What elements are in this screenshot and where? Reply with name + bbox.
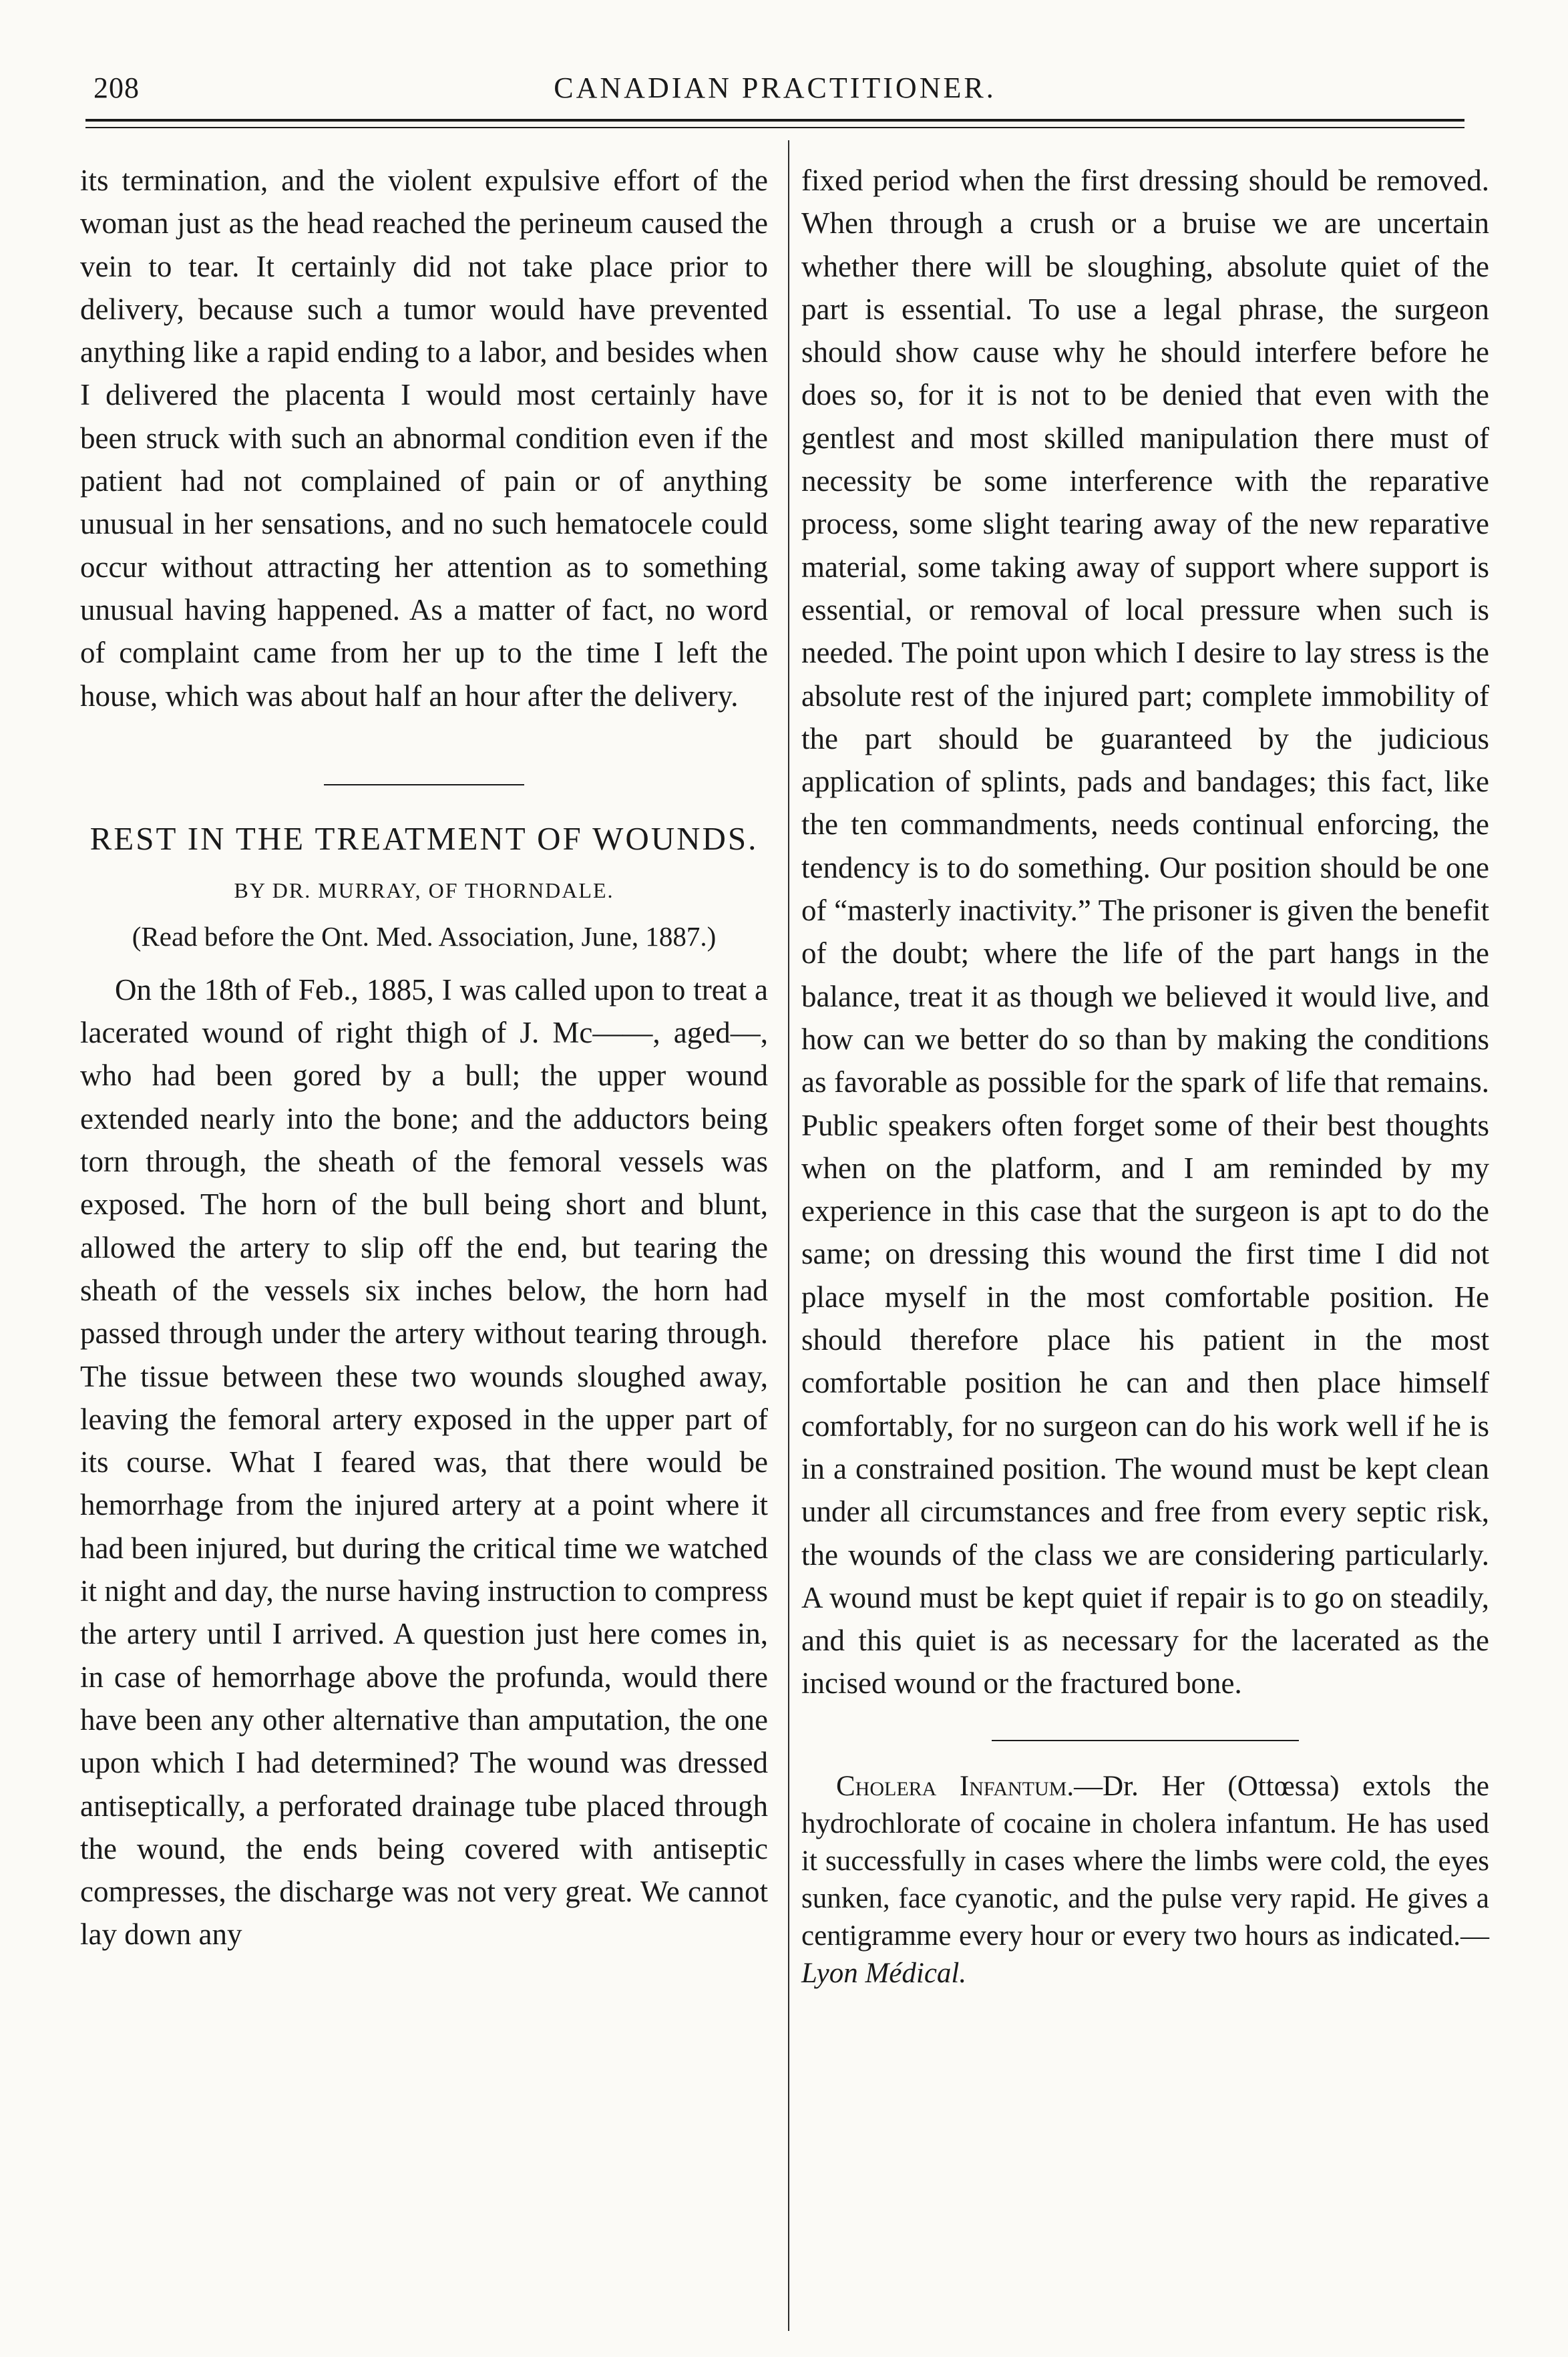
page-number: 208 xyxy=(93,71,140,104)
left-column xyxy=(80,159,768,1956)
article-byline: BY DR. MURRAY, OF THORNDALE. xyxy=(234,878,614,902)
header-rule xyxy=(85,119,1464,122)
spacer xyxy=(80,860,768,874)
header-rule-thin xyxy=(85,127,1464,128)
spacer xyxy=(80,785,768,818)
page-header xyxy=(85,65,1464,112)
news-body: —Dr. Her (Ottœssa) extols the hydrochlorate of cocaine in cholera infantum. He has used it successfully in cases where the limbs were cold, the eyes sunken, face cyanotic, and the pulse very rapid. He gives a centigramme every hour or every two hours as indicated.— xyxy=(801,1770,1489,1952)
article-body-continued: fixed period when the first dressing should be removed. When through a crush or a bruise we are uncertain whether there will be sloughing, absolute quiet of the part is essential. To use a legal phrase, the surgeon should show cause why he should interfere before he does so, for it is not to be denied that even with the gentlest and most skilled manipulation there must of necessity be some interference with the reparative process, some slight tearing away of the new reparative material, some taking away of support where support is essential, or removal of local pressure when such is needed. The point upon which I desire to lay stress is the absolute rest of the injured part; complete immobility of the part should be guaranteed by the judicious application of splints, pads and bandages; this fact, like the ten commandments, needs continual enforcing, the tendency is to do something. Our position should be one of “masterly inactivity.” The prisoner is given the benefit of the doubt; where the life of the part hangs in the balance, treat it as though we believed it would live, and how can we better do so than by making the conditions as favorable as possible for the spark of life that remains. Public speakers often forget some of their best thoughts when on the platform, and I am reminded by my experience in this case that the surgeon is apt to do the same; on dressing this wound the first time I did not place myself in the most comfortable position. He should therefore place his patient in the most comfortable position he can and then place himself comfortably, for no surgeon can do his work well if he is in a constrained position. The wound must be kept clean under all circumstances and free from every septic risk, the wounds of the class we are considering particularly. A wound must be kept quiet if repair is to go on steadily, and this quiet is as necessary for the lacerated as the incised wound or the fractured bone. xyxy=(801,164,1489,1700)
article-body: On the 18th of Feb., 1885, I was called upon to treat a lacerated wound of right thigh of J. Mc——, aged—, who had been gored by a bull; the upper wound extended nearly into the bone; and the adductors being torn through, the sheath of the femoral vessels was exposed. The horn of the bull being short and blunt, allowed the artery to slip off the end, but tearing the sheath of the vessels six inches below, the horn had passed through under the artery without tearing through. The tissue between these two wounds sloughed away, leaving the femoral artery exposed in the upper part of its course. What I feared was, that there would be hemorrhage from the injured artery at a point where it had been injured, but during the critical time we watched it night and day, the nurse having instruction to compress the artery until I arrived. A question just here comes in, in case of hemorrhage above the profunda, would there have been any other alternative than amputation, the one upon which I had determined? The wound was dressed antiseptically, a perforated drainage tube placed through the wound, the ends being covered with antiseptic compresses, the discharge was not very great. We cannot lay down any xyxy=(80,972,768,1952)
spacer xyxy=(80,907,768,916)
spacer xyxy=(801,1705,1489,1740)
column-divider xyxy=(788,140,789,2331)
news-item xyxy=(801,1768,1489,1992)
spacer xyxy=(80,956,768,968)
running-title: CANADIAN PRACTITIONER. xyxy=(554,71,996,104)
spacer xyxy=(80,717,768,784)
spacer xyxy=(801,1741,1489,1768)
news-source: Lyon Médical. xyxy=(801,1957,967,1989)
article-title: REST IN THE TREATMENT OF WOUNDS. xyxy=(89,820,759,857)
news-title: Cholera Infantum. xyxy=(836,1770,1074,1802)
right-column xyxy=(801,159,1489,1992)
read-note: (Read before the Ont. Med. Association, June, 1887.) xyxy=(132,920,717,952)
continued-paragraph: its termination, and the violent expulsive effort of the woman just as the head reached the perineum caused the vein to tear. It certainly did not take place prior to delivery, because such a tumor would have prevented anything like a rapid ending to a labor, and besides when I delivered the placenta I would most certainly have been struck with such an abnormal condition even if the patient had not complained of pain or of anything unusual in her sensations, and no such hematocele could occur without attracting her attention as to something unusual having happened. As a matter of fact, no word of complaint came from her up to the time I left the house, which was about half an hour after the delivery. xyxy=(80,164,768,713)
